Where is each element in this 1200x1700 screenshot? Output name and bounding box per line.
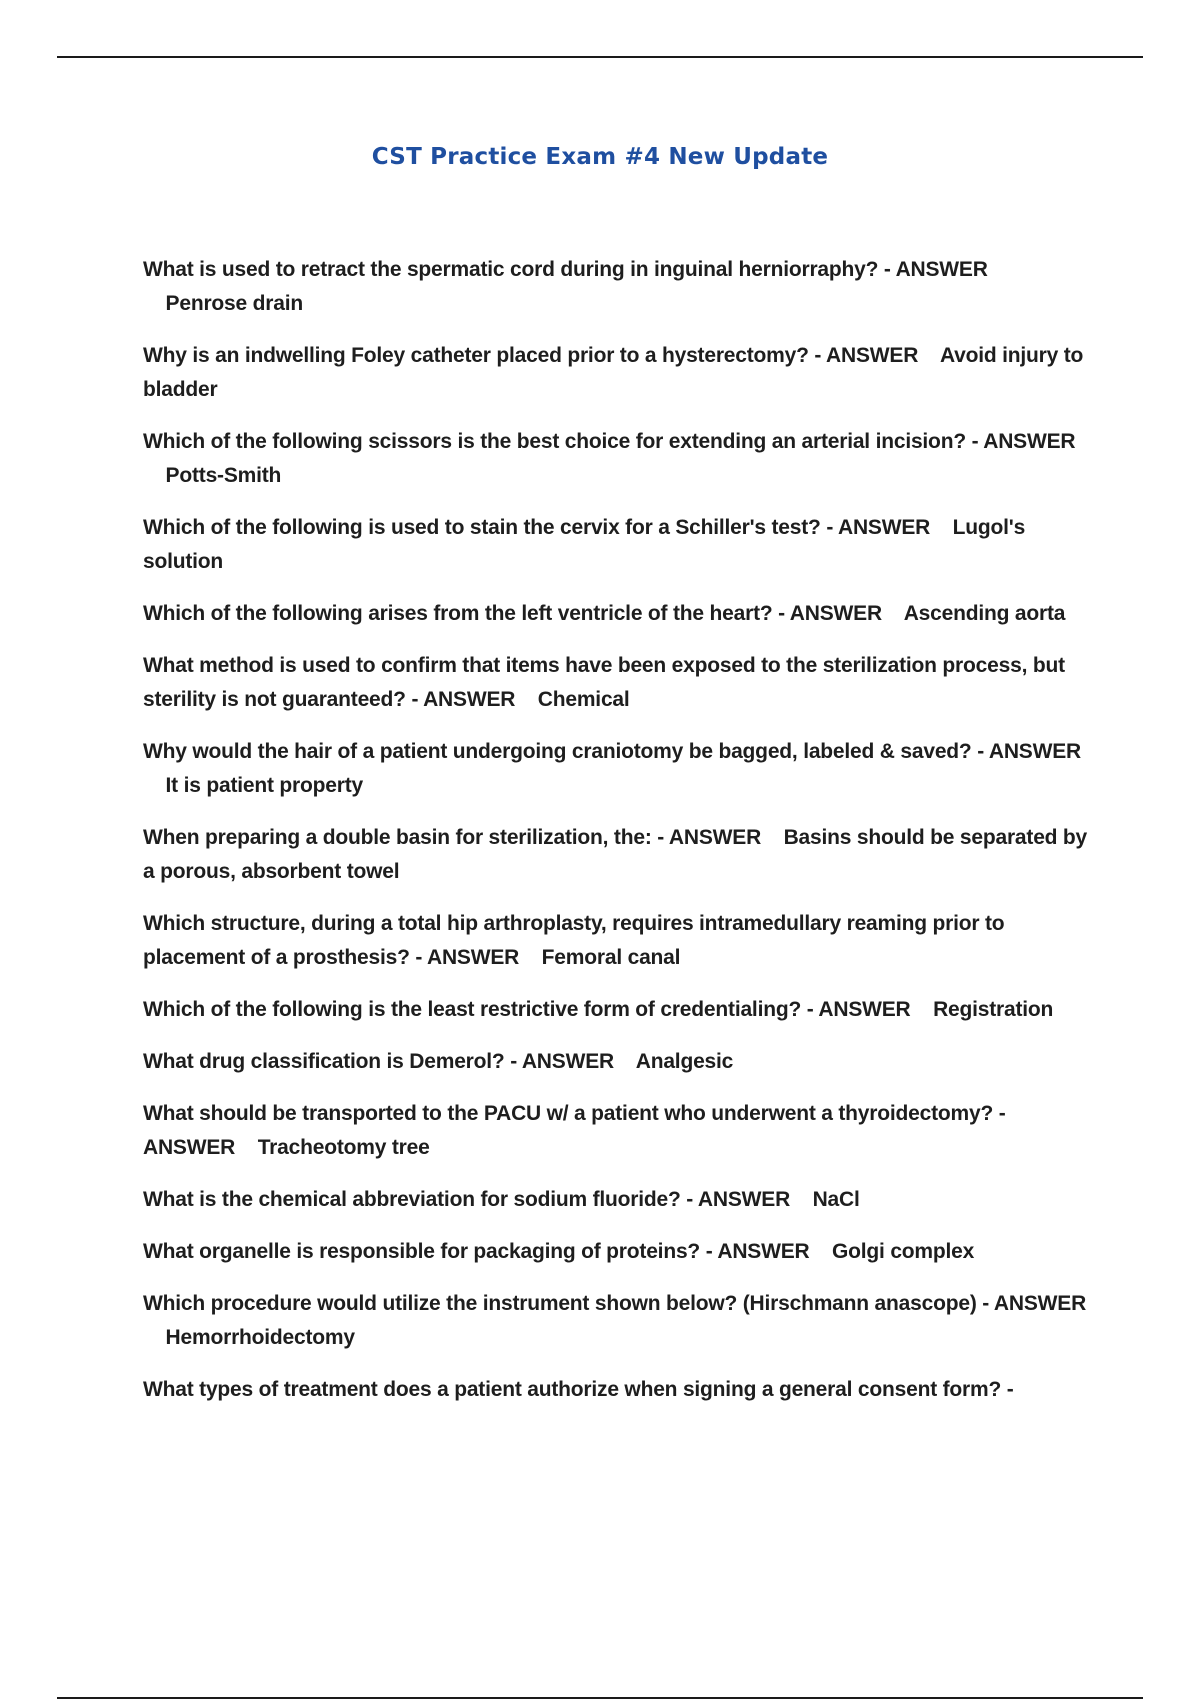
top-divider: [57, 56, 1143, 58]
answer-text: Avoid injury to bladder: [143, 344, 1084, 401]
qa-item: [143, 597, 1088, 631]
answer-marker: - ANSWER: [883, 258, 988, 281]
qa-item: [143, 253, 1088, 321]
answer-text: NaCl: [812, 1188, 860, 1211]
answer-text: Ascending aorta: [903, 602, 1066, 625]
question-text: When preparing a double basin for sterilization, the:: [143, 826, 652, 849]
page-title: CST Practice Exam #4 New Update: [371, 144, 829, 170]
question-text: Which procedure would utilize the instrument shown below? (Hirschmann anascope): [143, 1292, 977, 1315]
qa-item: [143, 735, 1088, 803]
qa-item: [143, 907, 1088, 975]
answer-marker: - ANSWER: [705, 1240, 810, 1263]
answer-marker-partial: -: [1006, 1378, 1014, 1401]
answer-marker: - ANSWER: [415, 946, 520, 969]
question-text: What should be transported to the PACU w/ a patient who underwent a thyroidectomy?: [143, 1102, 994, 1125]
answer-marker: - ANSWER: [510, 1050, 614, 1073]
qa-item: [143, 339, 1088, 407]
answer-marker: - ANSWER: [982, 1292, 1087, 1315]
answer-text: It is patient property: [165, 774, 364, 797]
question-text: Which structure, during a total hip arthroplasty, requires intramedullary reaming prior to placement of a prosthesis?: [143, 912, 1005, 969]
qa-item: [143, 1097, 1088, 1165]
answer-marker: - ANSWER: [826, 516, 931, 539]
answer-marker: - ANSWER: [814, 344, 919, 367]
answer-text: Lugol's solution: [143, 516, 1026, 573]
question-text: What organelle is responsible for packaging of proteins?: [143, 1240, 701, 1263]
question-text: What is the chemical abbreviation for sodium fluoride?: [143, 1188, 681, 1211]
question-text: Which of the following is used to stain the cervix for a Schiller's test?: [143, 516, 821, 539]
bottom-divider: [57, 1697, 1143, 1699]
question-text: Which of the following is the least restrictive form of credentialing?: [143, 998, 802, 1021]
qa-item: [143, 649, 1088, 717]
answer-marker: - ANSWER: [143, 1102, 1006, 1159]
answer-text: Chemical: [537, 688, 630, 711]
qa-item: [143, 1287, 1088, 1355]
qa-item: [143, 1045, 1088, 1079]
answer-text: Analgesic: [635, 1050, 734, 1073]
question-text: What method is used to confirm that items have been exposed to the sterilization process, but sterility is not guaranteed?: [143, 654, 1065, 711]
question-text: Which of the following arises from the left ventricle of the heart?: [143, 602, 773, 625]
qa-list: [143, 253, 1088, 1425]
qa-item: [143, 511, 1088, 579]
answer-text: Registration: [933, 998, 1054, 1021]
qa-item: [143, 993, 1088, 1027]
answer-marker: - ANSWER: [686, 1188, 791, 1211]
answer-marker: - ANSWER: [806, 998, 911, 1021]
question-text: What drug classification is Demerol?: [143, 1050, 505, 1073]
answer-text: Penrose drain: [165, 292, 303, 315]
answer-marker: - ANSWER: [971, 430, 1076, 453]
answer-text: Basins should be separated by a porous, absorbent towel: [143, 826, 1088, 883]
answer-marker: - ANSWER: [977, 740, 1081, 763]
qa-item: [143, 1183, 1088, 1217]
answer-text: Potts-Smith: [165, 464, 282, 487]
qa-item: [143, 821, 1088, 889]
answer-marker: - ANSWER: [657, 826, 762, 849]
question-text: Why would the hair of a patient undergoing craniotomy be bagged, labeled & saved?: [143, 740, 972, 763]
qa-item: [143, 1235, 1088, 1269]
question-text: What is used to retract the spermatic cord during in inguinal herniorraphy?: [143, 258, 879, 281]
qa-item: [143, 425, 1088, 493]
qa-item: [143, 1373, 1088, 1407]
answer-text: Hemorrhoidectomy: [165, 1326, 355, 1349]
answer-marker: - ANSWER: [778, 602, 882, 625]
answer-marker: - ANSWER: [411, 688, 516, 711]
question-text: Why is an indwelling Foley catheter placed prior to a hysterectomy?: [143, 344, 809, 367]
answer-text: Tracheotomy tree: [257, 1136, 430, 1159]
question-text: Which of the following scissors is the best choice for extending an arterial incision?: [143, 430, 966, 453]
answer-text: Golgi complex: [832, 1240, 975, 1263]
answer-text: Femoral canal: [541, 946, 681, 969]
question-text: What types of treatment does a patient authorize when signing a general consent form?: [143, 1378, 1002, 1401]
